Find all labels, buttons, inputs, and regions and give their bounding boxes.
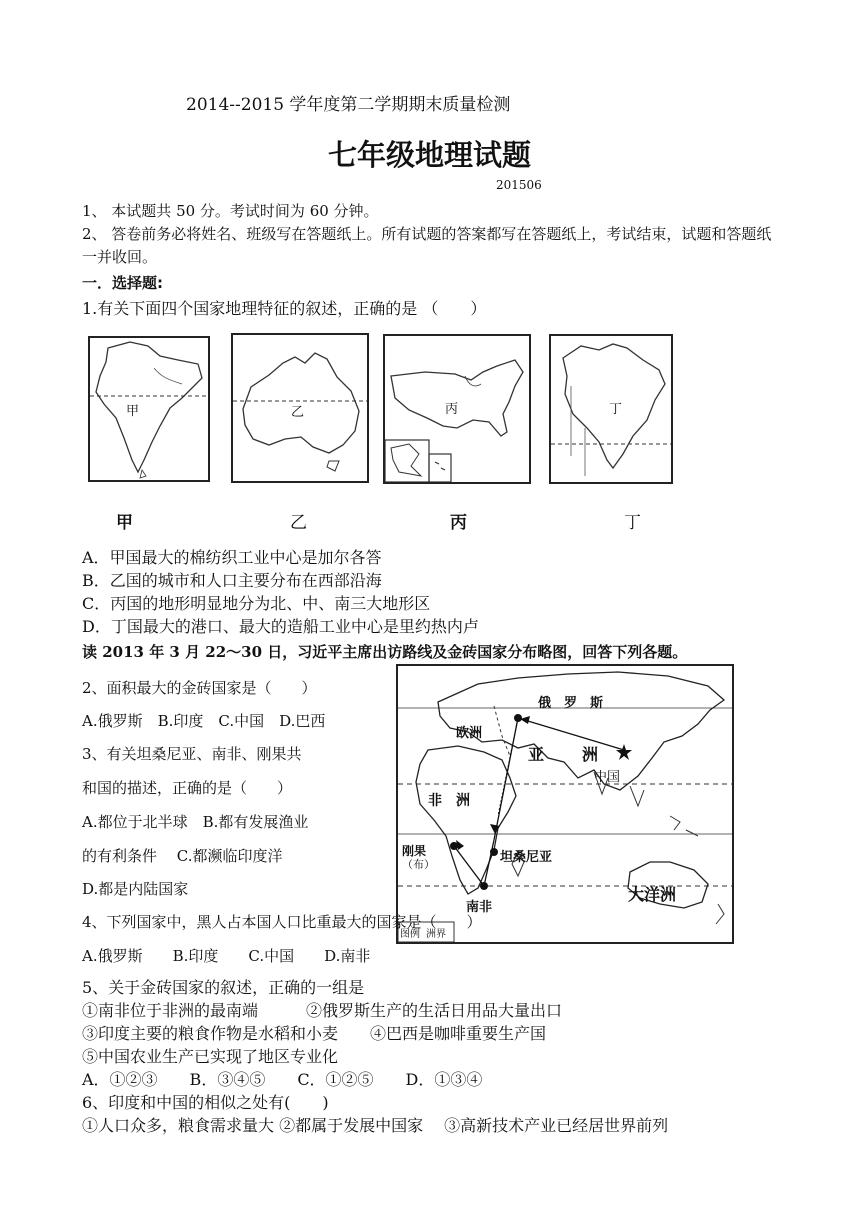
map-brazil — [549, 334, 673, 484]
exam-term: 2014--2015 学年度第二学期期末质量检测 — [186, 95, 511, 115]
q1-stem: 1.有关下面四个国家地理特征的叙述，正确的是 （ ） — [82, 299, 487, 318]
q6-stem: 6、印度和中国的相似之处有( ) — [82, 1093, 329, 1112]
q3-stem-1: 3、有关坦桑尼亚、南非、刚果共 — [82, 745, 302, 763]
instruction-1: 1、 本试题共 50 分。考试时间为 60 分钟。 — [82, 202, 379, 220]
map-label-tanzania: 坦桑尼亚 — [500, 850, 553, 865]
q4-stem: 4、下列国家中，黑人占本国人口比重最大的国家是（ ） — [82, 913, 482, 931]
q3-stem-2: 和国的描述，正确的是（ ） — [82, 779, 293, 797]
q1-option-c: C．丙国的地形明显地分为北、中、南三大地形区 — [82, 594, 431, 613]
q5-line-3: ⑤中国农业生产已实现了地区专业化 — [82, 1047, 339, 1066]
q6-line: ①人口众多，粮食需求量大 ②都属于发展中国家 ③高新技术产业已经居世界前列 — [82, 1116, 669, 1135]
reading-intro: 读 2013 年 3 月 22～30 日，习近平主席出访路线及金砖国家分布略图，回答下列各题。 — [82, 643, 688, 661]
q1-option-a: A．甲国最大的棉纺织工业中心是加尔各答 — [82, 548, 382, 567]
map-legend-title: 图例 — [400, 929, 420, 940]
caption-yi: 乙 — [290, 513, 307, 533]
map-usa-label: 丙 — [445, 402, 459, 417]
map-india — [88, 336, 210, 482]
map-usa — [383, 334, 531, 484]
q5-line-2: ③印度主要的粮食作物是水稻和小麦 ④巴西是咖啡重要生产国 — [82, 1024, 547, 1043]
map-australia — [231, 333, 369, 483]
map-india-label: 甲 — [126, 404, 140, 419]
section-title: 一．选择题: — [82, 274, 163, 292]
map-legend-item: 洲界 — [426, 929, 446, 940]
q4-options: A.俄罗斯 B.印度 C.中国 D.南非 — [82, 947, 371, 965]
brics-route-map — [396, 664, 734, 944]
q1-option-d: D．丁国最大的港口、最大的造船工业中心是里约热内卢 — [82, 617, 479, 636]
q2-stem: 2、面积最大的金砖国家是（ ） — [82, 679, 317, 697]
map-brazil-label: 丁 — [609, 402, 623, 417]
map-label-asia-b: 洲 — [582, 745, 599, 764]
q5-line-1: ①南非位于非洲的最南端 ②俄罗斯生产的生活日用品大量出口 — [82, 1001, 563, 1020]
q2-options: A.俄罗斯 B.印度 C.中国 D.巴西 — [82, 712, 326, 730]
q1-option-b: B．乙国的城市和人口主要分布在西部沿海 — [82, 571, 382, 590]
map-label-south-africa: 南非 — [466, 900, 493, 915]
map-australia-label: 乙 — [291, 405, 305, 420]
map-label-russia: 俄 罗 斯 — [538, 696, 604, 711]
map-label-europe: 欧洲 — [456, 726, 483, 741]
map-label-china: 中国 — [594, 770, 621, 785]
map-label-asia-a: 亚 — [528, 745, 545, 764]
map-label-africa: 非 洲 — [428, 793, 470, 809]
caption-jia: 甲 — [116, 513, 133, 533]
map-label-congo-abbr: （布） — [402, 858, 435, 871]
caption-bing: 丙 — [450, 513, 467, 533]
caption-ding: 丁 — [624, 513, 641, 533]
q3-options-1: A.都位于北半球 B.都有发展渔业 — [82, 813, 309, 831]
india-outline-figure — [90, 338, 208, 480]
instruction-2: 2、 答卷前务必将姓名、班级写在答题纸上。所有试题的答案都写在答题纸上，考试结束，试题和答题纸 — [82, 225, 772, 243]
instruction-2-cont: 一并收回。 — [82, 248, 158, 266]
map-label-congo: 刚果 — [402, 844, 427, 858]
q5-options: A．①②③ B．③④⑤ C．①②⑤ D．①③④ — [82, 1070, 483, 1089]
q3-options-2: 的有利条件 C.都濒临印度洋 — [82, 847, 283, 865]
q5-stem: 5、关于金砖国家的叙述，正确的一组是 — [82, 978, 365, 997]
map-label-oceania: 大洋洲 — [628, 885, 677, 904]
date-code: 201506 — [496, 178, 542, 192]
q3-options-3: D.都是内陆国家 — [82, 880, 189, 898]
page-title: 七年级地理试题 — [328, 138, 532, 172]
